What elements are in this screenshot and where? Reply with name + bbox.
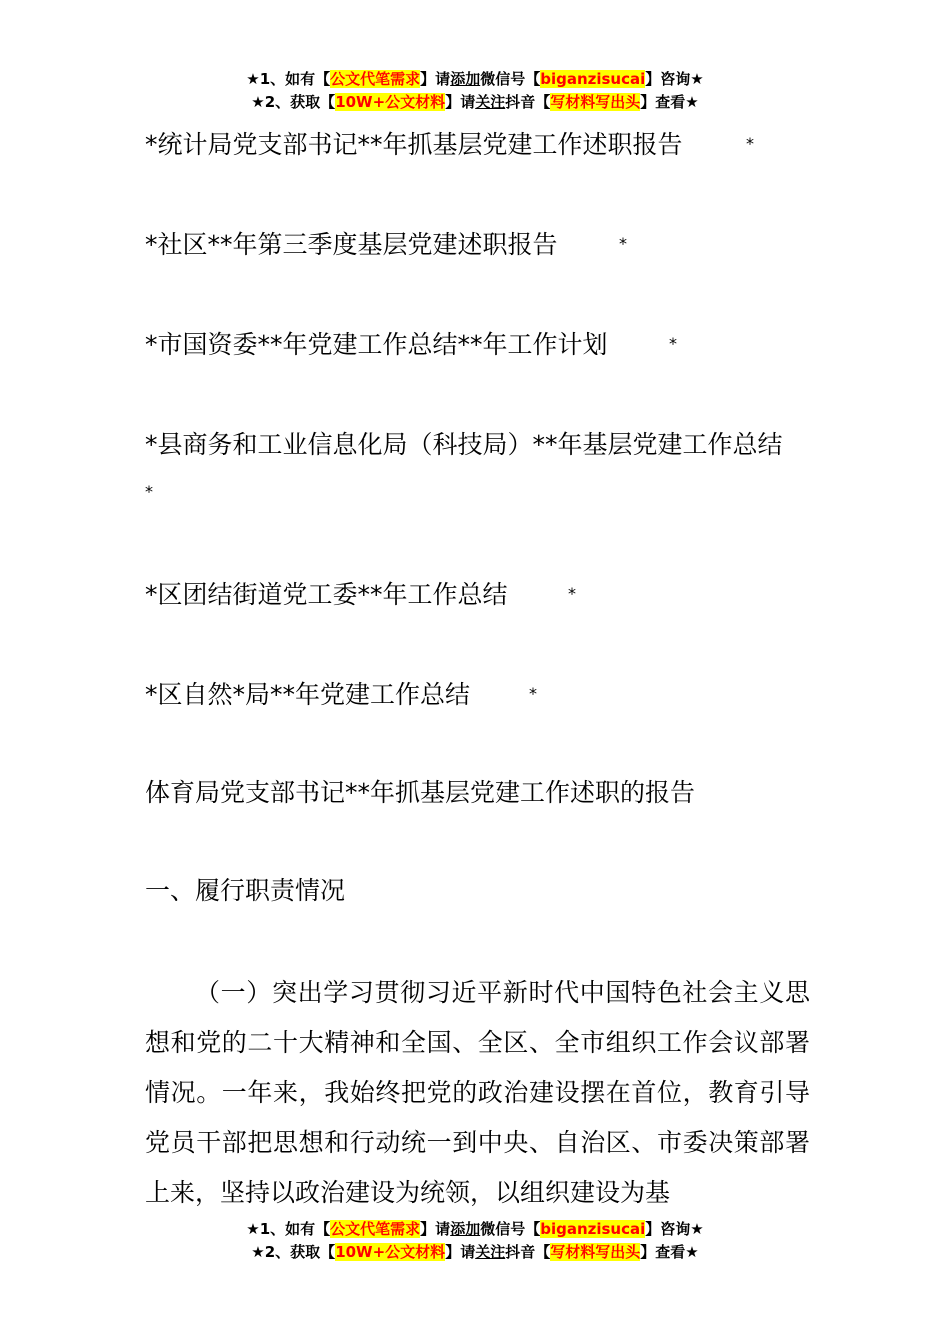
- banner-underline: 添加: [450, 70, 481, 88]
- banner-text: 】请: [445, 93, 476, 111]
- list-star: *: [746, 134, 754, 153]
- document-title: 体育局党支部书记**年抓基层党建工作述职的报告: [145, 778, 696, 807]
- banner-text: 】查看★: [640, 1243, 699, 1261]
- banner-highlight: 公文代笔需求: [330, 1220, 421, 1238]
- list-item: *统计局党支部书记**年抓基层党建工作述职报告: [145, 130, 683, 159]
- bottom-banner: [0, 1218, 950, 1264]
- banner-highlight: 写材料写出头: [550, 1243, 641, 1261]
- banner-highlight: biganzisucai: [540, 70, 646, 88]
- list-star: *: [145, 482, 153, 501]
- banner-text: 】查看★: [640, 93, 699, 111]
- section-heading: 一、履行职责情况: [145, 876, 346, 905]
- list-item: *区团结街道党工委**年工作总结: [145, 580, 508, 609]
- list-star: *: [669, 334, 677, 353]
- banner-text: ★2、获取【: [251, 1243, 336, 1261]
- banner-highlight: 公文代笔需求: [330, 70, 421, 88]
- banner-highlight: biganzisucai: [540, 1220, 646, 1238]
- banner-text: 抖音【: [505, 93, 551, 111]
- banner-text: ★1、如有【: [246, 1220, 331, 1238]
- banner-text: 微信号【: [480, 70, 541, 88]
- list-star: *: [568, 584, 576, 603]
- banner-text: 抖音【: [505, 1243, 551, 1261]
- top-banner: [0, 68, 950, 114]
- banner-text: 】请: [445, 1243, 476, 1261]
- banner-line-2: [0, 1241, 950, 1264]
- banner-underline: 关注: [475, 1243, 506, 1261]
- banner-text: 】咨询★: [645, 70, 704, 88]
- banner-highlight: 10W+公文材料: [335, 1243, 446, 1261]
- list-item: *市国资委**年党建工作总结**年工作计划: [145, 330, 608, 359]
- banner-text: ★2、获取【: [251, 93, 336, 111]
- list-star: *: [529, 684, 537, 703]
- banner-underline: 关注: [475, 93, 506, 111]
- banner-line-1: [0, 68, 950, 91]
- banner-text: 】请: [420, 1220, 451, 1238]
- list-star: *: [619, 234, 627, 253]
- banner-text: 】请: [420, 70, 451, 88]
- body-paragraph: （一）突出学习贯彻习近平新时代中国特色社会主义思想和党的二十大精神和全国、全区、全市组织工作会议部署情况。一年来，我始终把党的政治建设摆在首位，教育引导党员干部把思想和行动统一到中央、自治区、市委决策部署上来，坚持以政治建设为统领，以组织建设为基: [145, 978, 810, 1207]
- banner-underline: 添加: [450, 1220, 481, 1238]
- banner-line-1: [0, 1218, 950, 1241]
- banner-text: ★1、如有【: [246, 70, 331, 88]
- banner-text: 】咨询★: [645, 1220, 704, 1238]
- banner-text: 微信号【: [480, 1220, 541, 1238]
- list-item: *区自然*局**年党建工作总结: [145, 680, 471, 709]
- banner-highlight: 10W+公文材料: [335, 93, 446, 111]
- banner-line-2: [0, 91, 950, 114]
- list-item: *县商务和工业信息化局（科技局）**年基层党建工作总结: [145, 430, 783, 459]
- banner-highlight: 写材料写出头: [550, 93, 641, 111]
- list-item: *社区**年第三季度基层党建述职报告: [145, 230, 558, 259]
